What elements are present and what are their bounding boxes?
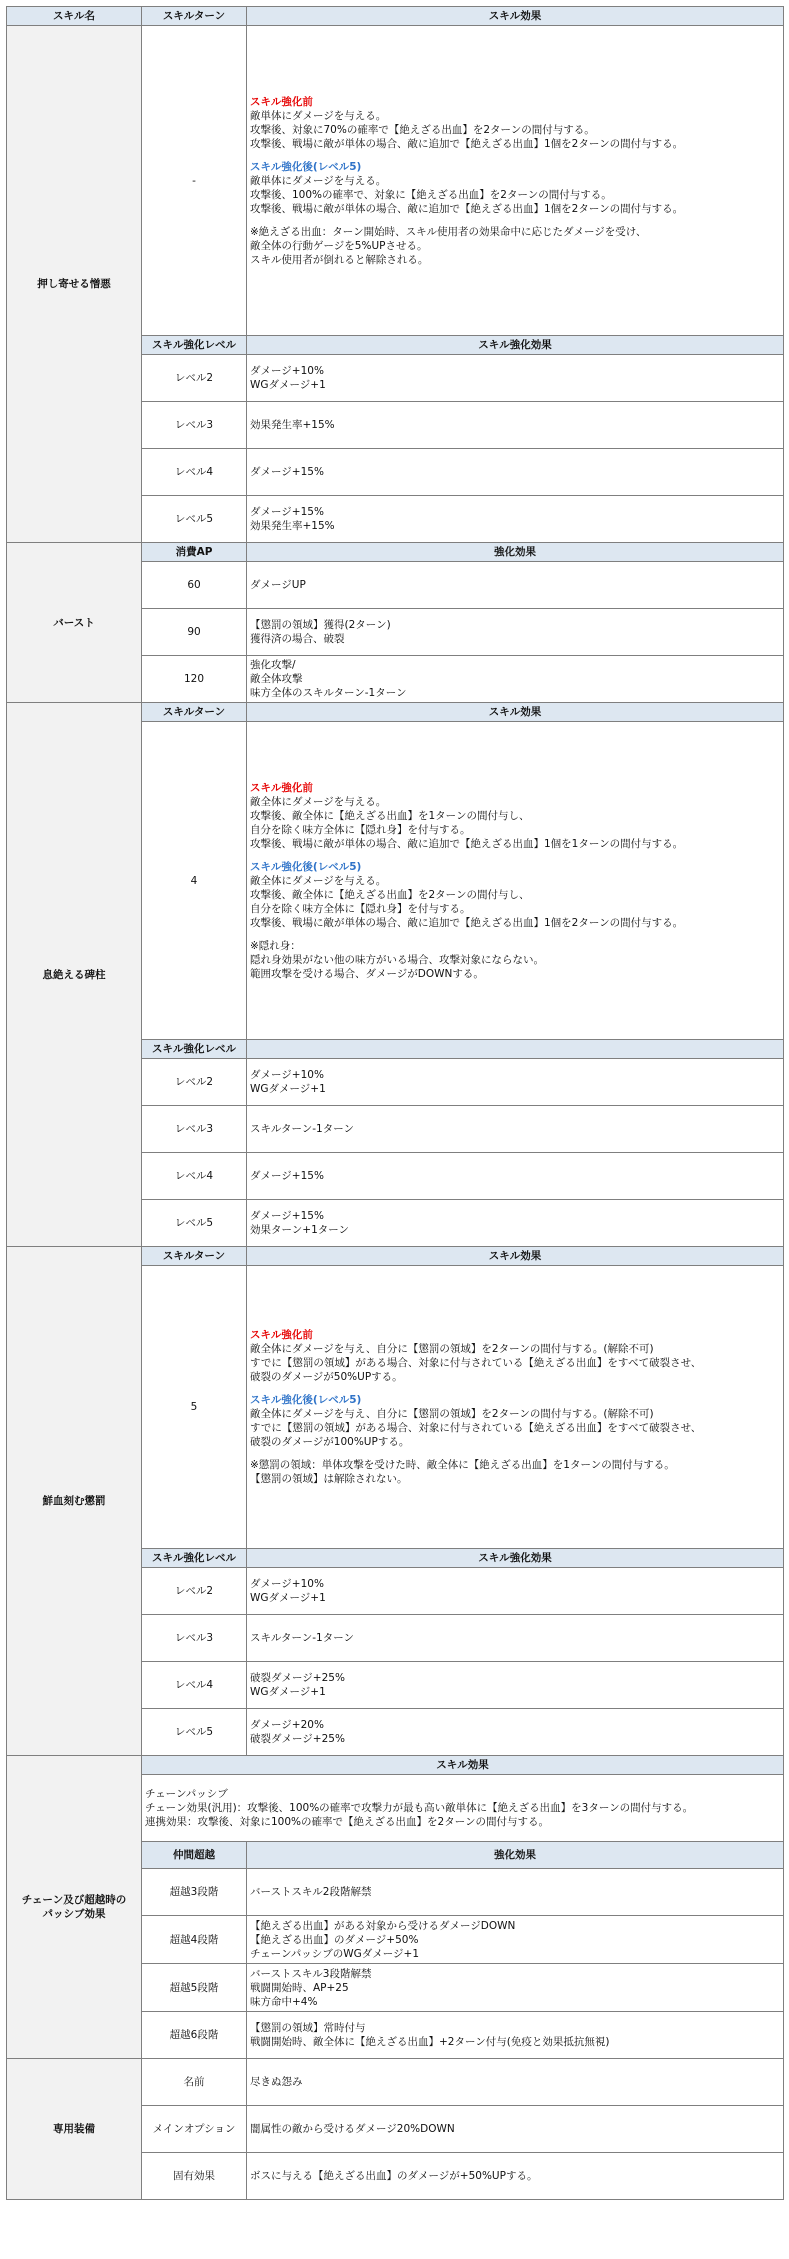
skill3-before-line: 破裂のダメージが50%UPする。	[250, 1371, 403, 1383]
skill2-before-line: 攻撃後、戦場に敵が単体の場合、敵に追加で【絶えざる出血】1個を1ターンの間付与する。	[250, 837, 684, 850]
level-effect-line: WGダメージ+1	[250, 1686, 326, 1698]
skill1-level-label: レベル5	[142, 496, 247, 543]
skill1-level-label: レベル2	[142, 355, 247, 402]
equip-label: 名前	[142, 2059, 247, 2106]
skill3-level-label: レベル4	[142, 1662, 247, 1709]
skill2-before-line: 敵全体にダメージを与える。	[250, 795, 387, 808]
skill2-level-label: レベル2	[142, 1059, 247, 1106]
skill1-level-effect	[247, 496, 784, 543]
skill3-level-label: レベル5	[142, 1709, 247, 1756]
skill3-level-effect	[247, 1662, 784, 1709]
transcend-effect-line: バーストスキル2段階解禁	[250, 1886, 372, 1898]
level-effect-line: 効果発生率+15%	[250, 520, 335, 532]
skill3-turn: 5	[142, 1266, 247, 1549]
skill1-before-line: 攻撃後、対象に70%の確率で【絶えざる出血】を2ターンの間付与する。	[250, 123, 595, 136]
skill2-after-line: 攻撃後、戦場に敵が単体の場合、敵に追加で【絶えざる出血】1個を2ターンの間付与する。	[250, 916, 684, 929]
equip-value: 闇属性の敵から受けるダメージ20%DOWN	[247, 2106, 784, 2153]
transcend-effect-line: 【絶えざる出血】がある対象から受けるダメージDOWN	[250, 1919, 516, 1932]
transcend-effect-line: 味方命中+4%	[250, 1995, 318, 2008]
skill2-after-line: 自分を除く味方全体に【隠れ身】を付与する。	[250, 902, 471, 915]
transcend-effect	[247, 1869, 784, 1916]
skill3-header-row	[7, 1247, 784, 1266]
burst-effect	[247, 656, 784, 703]
skill3-hdr-left: スキルターン	[142, 1247, 247, 1266]
skill2-level-label: レベル5	[142, 1200, 247, 1247]
table-header-row	[7, 7, 784, 26]
skill1-after-line: 攻撃後、100%の確率で、対象に【絶えざる出血】を2ターンの間付与する。	[250, 188, 612, 201]
skill3-note-line: 【懲罰の領域】は解除されない。	[250, 1473, 408, 1485]
burst-ap: 60	[142, 562, 247, 609]
transcend-effect-line: 戦闘開始時、AP+25	[250, 1981, 349, 1994]
skill3-sub-hdr-right: スキル強化効果	[247, 1549, 784, 1568]
skill3-after-line: すでに【懲罰の領域】がある場合、対象に付与されている【絶えざる出血】をすべて破裂させ、	[250, 1422, 702, 1434]
skill2-turn: 4	[142, 722, 247, 1040]
skill2-hdr-left: スキルターン	[142, 703, 247, 722]
transcend-effect-line: チェーンパッシブのWGダメージ+1	[250, 1947, 420, 1960]
skill3-level-effect	[247, 1709, 784, 1756]
skill3-before-line: 敵全体にダメージを与え、自分に【懲罰の領域】を2ターンの間付与する。(解除不可)	[250, 1343, 654, 1355]
equip-name: 専用装備	[7, 2059, 142, 2200]
skill1-sub-hdr-left: スキル強化レベル	[142, 336, 247, 355]
skill2-hdr-right: スキル効果	[247, 703, 784, 722]
skill1-main-row	[7, 26, 784, 336]
skill-document	[6, 6, 783, 2200]
skill2-before-line: 攻撃後、敵全体に【絶えざる出血】を1ターンの間付与し、	[250, 809, 530, 822]
level-effect-line: ダメージ+15%	[250, 1170, 324, 1182]
chain-desc-line: チェーン効果(汎用)：攻撃後、100%の確率で攻撃力が最も高い敵単体に【絶えざる出血】を3ターンの間付与する。	[145, 1802, 694, 1814]
chain-sub-hdr-left: 仲間超越	[142, 1842, 247, 1869]
burst-effect	[247, 562, 784, 609]
burst-effect-line: 味方全体のスキルターン-1ターン	[250, 687, 407, 699]
transcend-effect-line: 【懲罰の領域】常時付与	[250, 2022, 366, 2034]
skill1-level-effect	[247, 355, 784, 402]
level-effect-line: WGダメージ+1	[250, 1083, 326, 1095]
level-effect-line: WGダメージ+1	[250, 379, 326, 391]
skill1-before-label: スキル強化前	[250, 95, 313, 108]
burst-name: バースト	[7, 543, 142, 703]
chain-name	[7, 1756, 142, 2059]
level-effect-line: 効果発生率+15%	[250, 419, 335, 431]
level-effect-line: 破裂ダメージ+25%	[250, 1733, 345, 1745]
skill1-before-line: 攻撃後、戦場に敵が単体の場合、敵に追加で【絶えざる出血】1個を2ターンの間付与する。	[250, 137, 684, 150]
skill3-level-label: レベル2	[142, 1568, 247, 1615]
level-effect-line: スキルターン-1ターン	[250, 1123, 355, 1135]
burst-ap: 120	[142, 656, 247, 703]
burst-effect-line: 強化攻撃/	[250, 659, 296, 671]
skill2-before-line: 自分を除く味方全体に【隠れ身】を付与する。	[250, 823, 471, 836]
transcend-effect	[247, 2012, 784, 2059]
equip-row	[7, 2059, 784, 2106]
skill3-after-line: 破裂のダメージが100%UPする。	[250, 1436, 410, 1448]
equip-value: 尽きぬ怨み	[247, 2059, 784, 2106]
skill2-name: 息絶える碑柱	[7, 703, 142, 1247]
chain-hdr: スキル効果	[142, 1756, 784, 1775]
skill-table	[6, 6, 784, 2200]
skill3-name: 鮮血刻む懲罰	[7, 1247, 142, 1756]
skill1-before-line: 敵単体にダメージを与える。	[250, 109, 387, 122]
skill1-level-effect	[247, 402, 784, 449]
skill3-sub-hdr-left: スキル強化レベル	[142, 1549, 247, 1568]
skill2-level-label: レベル4	[142, 1153, 247, 1200]
header-skill-turn: スキルターン	[142, 7, 247, 26]
chain-header-row	[7, 1756, 784, 1775]
skill2-sub-hdr-right	[247, 1040, 784, 1059]
chain-desc-line: 連携効果：攻撃後、対象に100%の確率で【絶えざる出血】を2ターンの間付与する。	[145, 1816, 549, 1828]
level-effect-line: ダメージ+15%	[250, 506, 324, 518]
skill1-level-effect	[247, 449, 784, 496]
skill1-after-line: 敵単体にダメージを与える。	[250, 174, 387, 187]
skill3-after-label: スキル強化後(レベル5)	[250, 1394, 362, 1406]
transcend-level: 超越4段階	[142, 1916, 247, 1964]
skill2-level-effect	[247, 1153, 784, 1200]
transcend-effect-line: 【絶えざる出血】のダメージ+50%	[250, 1933, 419, 1946]
skill2-header-row	[7, 703, 784, 722]
skill2-after-line: 攻撃後、敵全体に【絶えざる出血】を2ターンの間付与し、	[250, 888, 530, 901]
equip-label: メインオプション	[142, 2106, 247, 2153]
level-effect-line: ダメージ+20%	[250, 1719, 324, 1731]
skill2-level-label: レベル3	[142, 1106, 247, 1153]
skill1-turn: -	[142, 26, 247, 336]
skill3-level-effect	[247, 1615, 784, 1662]
skill2-level-effect	[247, 1106, 784, 1153]
skill2-level-effect	[247, 1059, 784, 1106]
burst-hdr-left: 消費AP	[142, 543, 247, 562]
chain-sub-hdr-right: 強化効果	[247, 1842, 784, 1869]
header-skill-effect: スキル効果	[247, 7, 784, 26]
skill3-effect	[247, 1266, 784, 1549]
skill2-sub-hdr-left: スキル強化レベル	[142, 1040, 247, 1059]
chain-name-line: パッシブ効果	[42, 1908, 106, 1920]
transcend-level: 超越6段階	[142, 2012, 247, 2059]
skill1-sub-hdr-right: スキル強化効果	[247, 336, 784, 355]
burst-ap: 90	[142, 609, 247, 656]
chain-description	[142, 1775, 784, 1842]
skill1-effect	[247, 26, 784, 336]
skill1-level-label: レベル4	[142, 449, 247, 496]
burst-hdr-right: 強化効果	[247, 543, 784, 562]
equip-value: ボスに与える【絶えざる出血】のダメージが+50%UPする。	[247, 2153, 784, 2200]
burst-effect-line: 獲得済の場合、破裂	[250, 633, 345, 645]
chain-desc-line: チェーンパッシブ	[145, 1788, 228, 1800]
burst-effect-line: 【懲罰の領域】獲得(2ターン)	[250, 619, 391, 631]
skill1-level-label: レベル3	[142, 402, 247, 449]
skill2-level-effect	[247, 1200, 784, 1247]
transcend-level: 超越5段階	[142, 1964, 247, 2012]
level-effect-line: 破裂ダメージ+25%	[250, 1672, 345, 1684]
skill3-before-line: すでに【懲罰の領域】がある場合、対象に付与されている【絶えざる出血】をすべて破裂させ、	[250, 1357, 702, 1369]
skill3-hdr-right: スキル効果	[247, 1247, 784, 1266]
level-effect-line: ダメージ+10%	[250, 1069, 324, 1081]
header-skill-name: スキル名	[7, 7, 142, 26]
skill2-note-line: 隠れ身効果がない他の味方がいる場合、攻撃対象にならない。	[250, 953, 544, 966]
level-effect-line: ダメージ+10%	[250, 365, 324, 377]
burst-effect-line: 敵全体攻撃	[250, 673, 303, 685]
skill3-level-label: レベル3	[142, 1615, 247, 1662]
level-effect-line: ダメージ+10%	[250, 1578, 324, 1590]
chain-name-line: チェーン及び超越時の	[21, 1894, 127, 1906]
level-effect-line: 効果ターン+1ターン	[250, 1224, 350, 1236]
level-effect-line: WGダメージ+1	[250, 1592, 326, 1604]
level-effect-line: スキルターン-1ターン	[250, 1632, 355, 1644]
transcend-effect-line: バーストスキル3段階解禁	[250, 1967, 372, 1980]
burst-effect	[247, 609, 784, 656]
level-effect-line: ダメージ+15%	[250, 1210, 324, 1222]
transcend-effect-line: 戦闘開始時、敵全体に【絶えざる出血】+2ターン付与(免疫と効果抵抗無視)	[250, 2036, 610, 2048]
equip-label: 固有効果	[142, 2153, 247, 2200]
skill2-before-label: スキル強化前	[250, 781, 313, 794]
skill3-after-line: 敵全体にダメージを与え、自分に【懲罰の領域】を2ターンの間付与する。(解除不可)	[250, 1408, 654, 1420]
skill3-level-effect	[247, 1568, 784, 1615]
skill3-before-label: スキル強化前	[250, 1329, 313, 1341]
burst-effect-line: ダメージUP	[250, 579, 306, 591]
skill2-note-line: ※隠れ身：	[250, 939, 301, 952]
level-effect-line: ダメージ+15%	[250, 466, 324, 478]
skill2-effect	[247, 722, 784, 1040]
skill2-after-label: スキル強化後(レベル5)	[250, 860, 362, 873]
skill2-note-line: 範囲攻撃を受ける場合、ダメージがDOWNする。	[250, 967, 484, 980]
transcend-effect	[247, 1916, 784, 1964]
skill1-name: 押し寄せる憎悪	[7, 26, 142, 543]
skill1-note-line: スキル使用者が倒れると解除される。	[250, 253, 429, 266]
skill1-after-label: スキル強化後(レベル5)	[250, 160, 362, 173]
skill3-note-line: ※懲罰の領域：単体攻撃を受けた時、敵全体に【絶えざる出血】を1ターンの間付与する。	[250, 1459, 675, 1471]
burst-header-row	[7, 543, 784, 562]
transcend-effect	[247, 1964, 784, 2012]
skill1-note-line: ※絶えざる出血：ターン開始時、スキル使用者の効果命中に応じたダメージを受け、	[250, 225, 647, 238]
skill2-after-line: 敵全体にダメージを与える。	[250, 874, 387, 887]
transcend-level: 超越3段階	[142, 1869, 247, 1916]
skill1-after-line: 攻撃後、戦場に敵が単体の場合、敵に追加で【絶えざる出血】1個を2ターンの間付与する。	[250, 202, 684, 215]
skill1-note-line: 敵全体の行動ゲージを5%UPさせる。	[250, 239, 428, 252]
